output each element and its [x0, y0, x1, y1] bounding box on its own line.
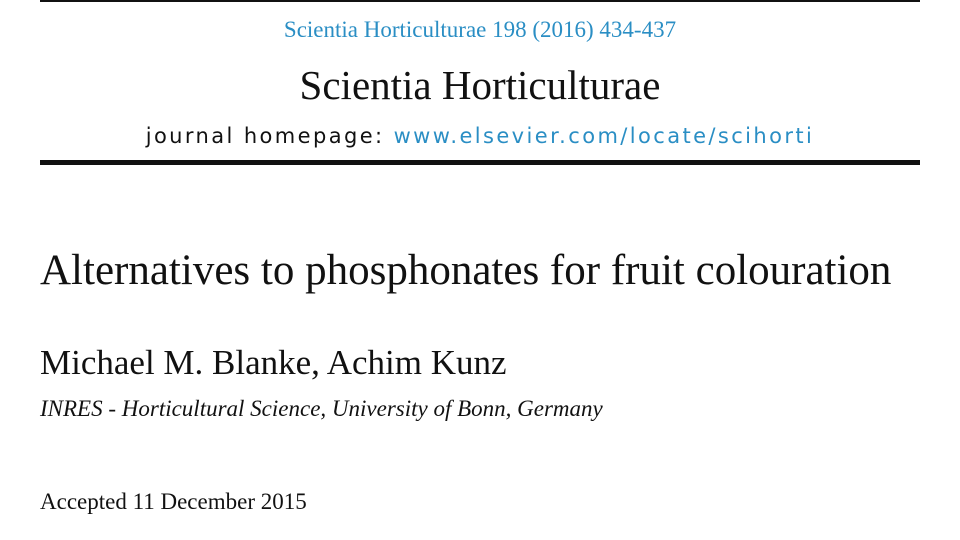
- journal-citation: Scientia Horticulturae 198 (2016) 434-437: [283, 17, 677, 42]
- journal-homepage: [0, 124, 960, 148]
- article-title: Alternatives to phosphonates for fruit colouration: [40, 247, 892, 294]
- journal-name: Scientia Horticulturae: [299, 62, 661, 108]
- article-authors: Michael M. Blanke, Achim Kunz: [40, 343, 507, 382]
- accepted-date: Accepted 11 December 2015: [40, 489, 307, 514]
- homepage-label: journal homepage:: [145, 124, 394, 148]
- homepage-link[interactable]: www.elsevier.com/locate/scihorti: [393, 124, 815, 148]
- top-divider: [40, 0, 920, 2]
- header-divider: [40, 160, 920, 165]
- author-affiliation: INRES - Horticultural Science, University of Bonn, Germany: [40, 396, 603, 421]
